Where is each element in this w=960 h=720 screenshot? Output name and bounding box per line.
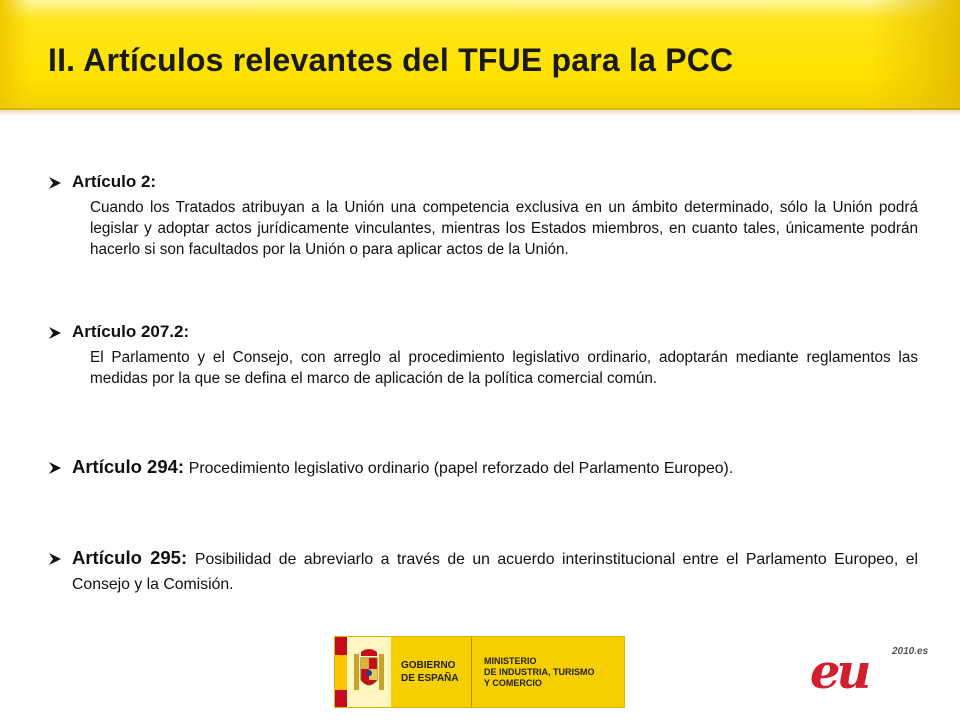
eu-2010-logo: [800, 640, 929, 700]
article-text: Posibilidad de abreviarlo a través de un acuerdo interinstitucional entre el Parlamento Europeo, el Consejo y la Comisión.: [72, 551, 918, 593]
title-banner: [0, 0, 960, 110]
banner-left-shade: [0, 0, 30, 110]
eu-logo-year: 2010.es: [892, 646, 929, 657]
article-heading: Artículo 2:: [72, 172, 157, 191]
banner-right-shade: [870, 0, 960, 110]
article-line: [72, 546, 918, 597]
article-item-207-2: [48, 322, 918, 389]
spain-flag-strip: [335, 637, 347, 707]
banner-shadow: [0, 108, 960, 116]
coat-of-arms-icon: [347, 637, 391, 707]
article-text: Procedimiento legislativo ordinario (papel reforzado del Parlamento Europeo).: [188, 460, 734, 477]
article-text: El Parlamento y el Consejo, con arreglo al procedimiento legislativo ordinario, adoptarán mediante reglamentos las medidas por la que se defina el marco de aplicación de la política comercial común.: [90, 349, 918, 387]
arrowhead-bullet-icon: [48, 326, 66, 340]
article-line: [72, 455, 918, 481]
ministerio-text: [472, 637, 624, 707]
article-text: Cuando los Tratados atribuyan a la Unión una competencia exclusiva en un ámbito determinado, sólo la Unión podrá legislar y adoptar actos jurídicamente vinculantes, mientras los Estados miembros, en cuanto tales, únicamente podrán hacerlo si son facultados por la Unión o para aplicar actos de la Unión.: [90, 199, 918, 258]
gobierno-line2: DE ESPAÑA: [401, 673, 459, 684]
arrowhead-bullet-icon: [48, 552, 66, 597]
ministerio-line2: DE INDUSTRIA, TURISMO: [484, 666, 595, 677]
article-item-295: [48, 546, 918, 597]
article-item-2: [48, 172, 918, 260]
article-heading: Artículo 294:: [72, 456, 185, 477]
article-heading: Artículo 207.2:: [72, 322, 190, 341]
article-heading: Artículo 295:: [72, 547, 188, 568]
arrowhead-bullet-icon: [48, 176, 66, 190]
page-title: II. Artículos relevantes del TFUE para la PCC: [48, 42, 734, 78]
article-item-294: [48, 455, 918, 481]
gobierno-espana-logo: [335, 637, 624, 707]
ministerio-line3: Y COMERCIO: [484, 677, 542, 688]
eu-logo-word: eu: [810, 644, 868, 700]
gobierno-line1: GOBIERNO: [401, 660, 456, 671]
ministerio-line1: MINISTERIO: [484, 655, 537, 666]
arrowhead-bullet-icon: [48, 461, 66, 481]
gobierno-text: [391, 637, 472, 707]
